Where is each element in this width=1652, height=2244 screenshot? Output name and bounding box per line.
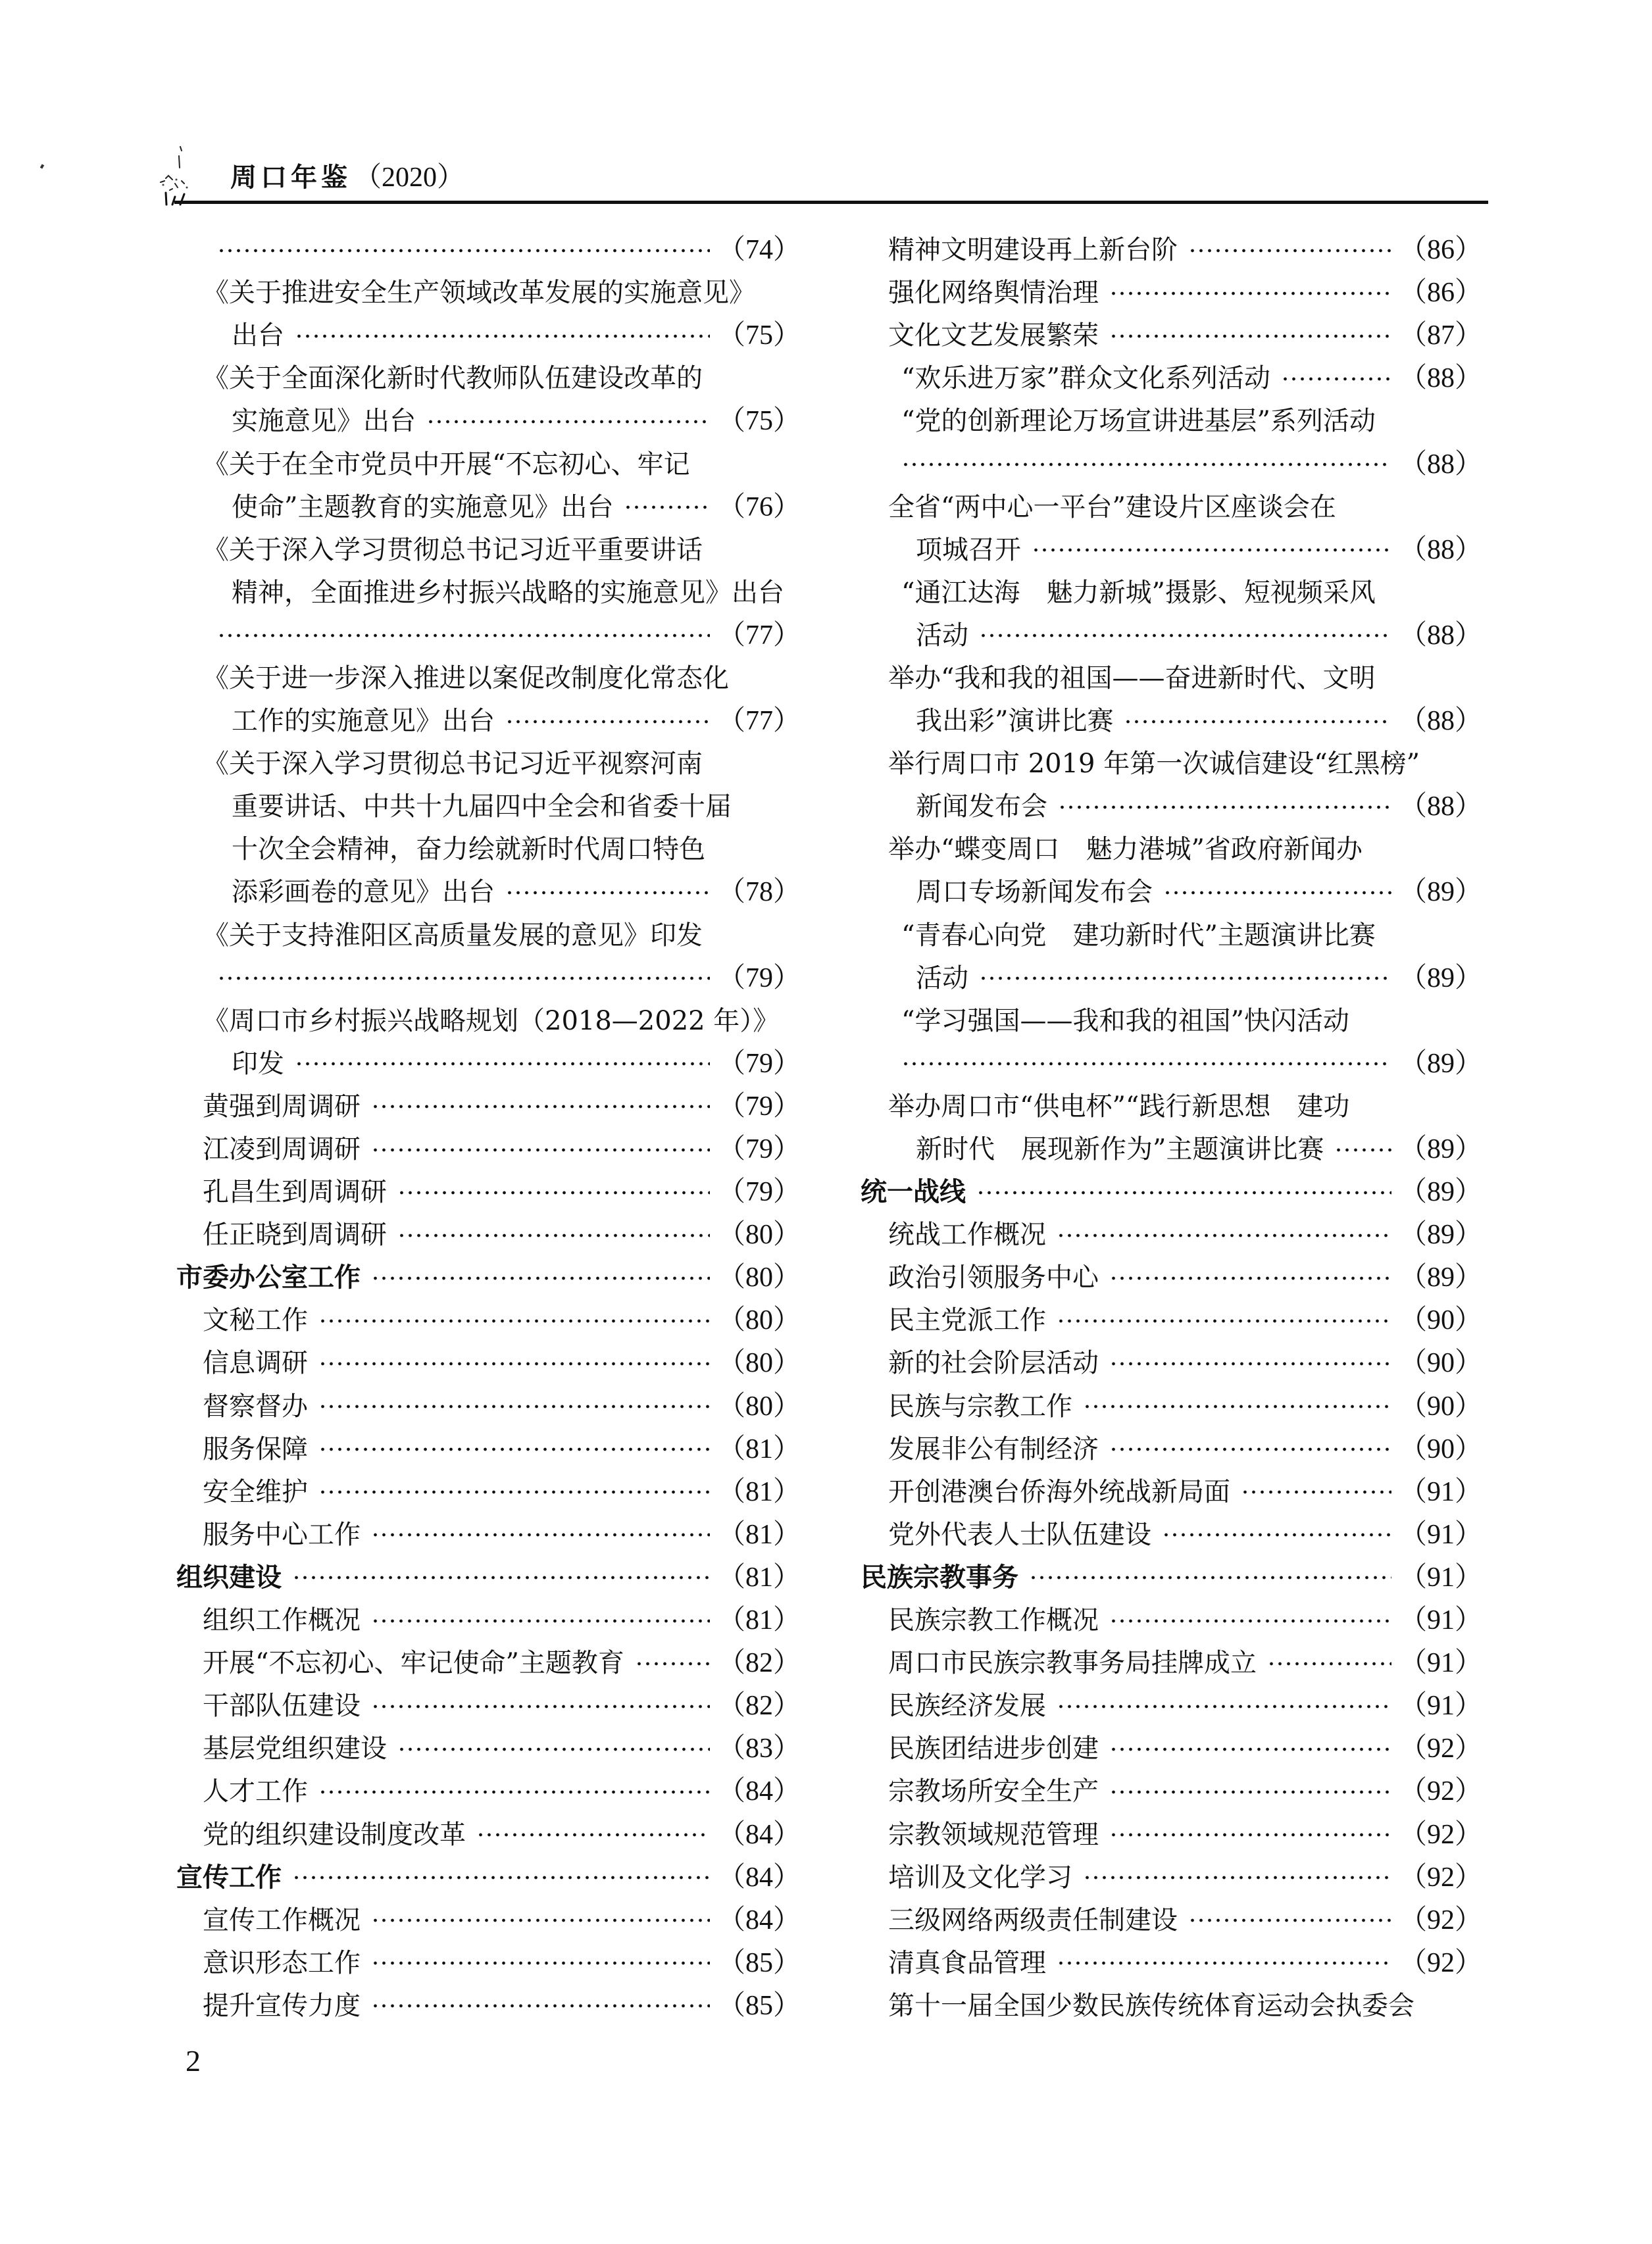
toc-page-ref: （88） [1399,791,1482,822]
toc-entry-title: 十次全会精神，奋力绘就新时代周口特色 [232,834,705,865]
dot-leader [318,1360,710,1367]
toc-entry-title: 干部队伍建设 [203,1691,361,1722]
toc-entry-title: 组织建设 [176,1562,282,1593]
dot-leader [1109,1789,1391,1795]
dot-leader [1058,804,1391,810]
toc-page-ref: （91） [1399,1605,1482,1636]
toc-entry-title: 活动 [916,962,968,993]
toc-entry-title: 印发 [232,1048,284,1079]
toc-page-ref: （83） [717,1733,801,1764]
dot-leader [1334,1147,1391,1153]
toc-entry-title: 活动 [916,620,968,651]
toc-entry [176,443,801,486]
toc-entry [176,1642,801,1685]
dot-leader [1109,1446,1391,1453]
toc-entry-title: 新的社会阶层活动 [888,1348,1099,1379]
toc-page-ref: （81） [717,1605,801,1636]
toc-entry-title: 实施意见》出台 [232,406,416,437]
toc-entry [861,614,1482,657]
toc-entry [861,914,1482,957]
toc-entry-title: 服务中心工作 [203,1519,361,1550]
toc-page-ref: （86） [1399,235,1482,266]
toc-page-ref: （89） [1399,1177,1482,1208]
dot-leader [1124,718,1391,725]
toc-page-ref: （81） [717,1434,801,1464]
running-header [230,158,464,197]
dot-leader [1032,547,1391,553]
dot-leader [371,1917,710,1924]
toc-entry [176,1299,801,1342]
toc-page-ref: （89） [1399,1220,1482,1251]
toc-entry-title: “学习强国——我和我的祖国”快闪活动 [901,1005,1349,1036]
toc-entry [176,1770,801,1813]
toc-page-ref: （85） [717,1990,801,2021]
toc-page-ref: （88） [1399,363,1482,394]
toc-entry [861,1043,1482,1085]
toc-entry-title: 黄强到周调研 [203,1091,361,1122]
toc-section-heading [861,1557,1482,1599]
toc-entry [176,1685,801,1728]
toc-page-ref: （81） [717,1562,801,1593]
dot-leader [1109,1618,1391,1624]
dot-leader [1109,1832,1391,1838]
dot-leader [1057,1318,1391,1324]
toc-entry-title: 出台 [232,320,284,351]
dot-leader [217,247,710,254]
toc-entry-title: 文化文艺发展繁荣 [888,320,1099,351]
toc-entry [176,314,801,357]
toc-entry-title: 孔昌生到周调研 [203,1177,387,1208]
toc-entry-title: 举办“我和我的祖国——奋进新时代、文明 [888,662,1376,693]
toc-page-ref: （78） [717,877,801,908]
toc-entry-title: 意识形态工作 [203,1947,361,1978]
toc-entry [861,871,1482,914]
toc-entry-title: 组织工作概况 [203,1605,361,1636]
dot-leader [397,1746,710,1753]
dot-leader [1109,1275,1391,1282]
toc-entry [176,1899,801,1942]
toc-entry-title: 《周口市乡村振兴战略规划（2018—2022 年）》 [203,1005,780,1036]
toc-entry [861,1942,1482,1985]
toc-entry [861,1000,1482,1043]
toc-entry [176,871,801,914]
toc-entry-title: 新闻发布会 [916,791,1047,822]
toc-entry [861,1471,1482,1514]
toc-page-ref: （88） [1399,620,1482,651]
toc-page-ref: （82） [717,1691,801,1722]
toc-page-ref: （91） [1399,1562,1482,1593]
toc-entry [861,1428,1482,1471]
toc-page-ref: （91） [1399,1648,1482,1679]
dot-leader [476,1832,710,1838]
dot-leader [397,1232,710,1239]
toc-page-ref: （90） [1399,1348,1482,1379]
toc-entry [176,486,801,529]
toc-entry [861,400,1482,443]
toc-entry-title: 强化网络舆情治理 [888,278,1099,309]
toc-entry-title: 提升宣传力度 [203,1990,361,2021]
toc-entry-title: 使命”主题教育的实施意见》出台 [232,491,614,522]
toc-entry [861,1599,1482,1642]
dot-leader [318,1489,710,1495]
toc-entry [861,1257,1482,1299]
dot-leader [901,1060,1391,1067]
toc-entry [176,1128,801,1171]
scan-speck [40,164,44,168]
toc-entry [861,1128,1482,1171]
toc-entry [861,1813,1482,1856]
toc-entry-title: 《关于全面深化新时代教师队伍建设改革的 [203,363,703,394]
toc-entry [861,272,1482,314]
toc-entry-title: 人才工作 [203,1776,308,1807]
toc-entry [176,1385,801,1428]
toc-entry [176,1942,801,1985]
toc-entry [176,1428,801,1471]
toc-entry [861,1899,1482,1942]
dot-leader [292,1574,710,1581]
toc-entry-title: 民族宗教工作概况 [888,1605,1099,1636]
dot-leader [635,1660,710,1667]
dot-leader [1109,1746,1391,1753]
dot-leader [371,1147,710,1153]
toc-page-ref: （79） [717,1091,801,1122]
dot-leader [1267,1660,1391,1667]
toc-entry-title: 民族宗教事务 [861,1562,1018,1593]
toc-entry-title: “党的创新理论万场宣讲进基层”系列活动 [901,406,1376,437]
toc-entry [176,1000,801,1043]
toc-column-left [176,229,801,2028]
toc-entry-title: 市委办公室工作 [176,1262,361,1293]
dot-leader [1162,1532,1391,1538]
toc-page-ref: （74） [717,235,801,266]
dot-leader [1241,1489,1391,1495]
toc-entry [861,1728,1482,1770]
toc-entry [861,1514,1482,1557]
toc-entry-title: 新时代 展现新作为”主题演讲比赛 [916,1134,1324,1165]
toc-entry-title: 统一战线 [861,1177,966,1208]
toc-page-ref: （92） [1399,1819,1482,1850]
toc-entry [176,1813,801,1856]
toc-entry [861,828,1482,871]
toc-page-ref: （90） [1399,1305,1482,1336]
toc-page-ref: （84） [717,1905,801,1935]
dot-leader [217,975,710,982]
dot-leader [505,889,710,896]
toc-section-heading [176,1257,801,1299]
toc-entry [176,614,801,657]
toc-entry-title: 工作的实施意见》出台 [232,706,495,737]
toc-entry [861,1385,1482,1428]
toc-entry [176,229,801,272]
dot-leader [624,504,710,511]
dot-leader [318,1789,710,1795]
toc-entry [861,1685,1482,1728]
toc-entry [861,1342,1482,1385]
toc-entry-title: 民族经济发展 [888,1691,1046,1722]
dot-leader [1109,333,1391,339]
dot-leader [979,975,1391,982]
toc-section-heading [176,1557,801,1599]
dot-leader [295,333,710,339]
toc-page-ref: （89） [1399,1134,1482,1165]
dot-leader [217,632,710,639]
toc-page-ref: （80） [717,1220,801,1251]
toc-entry-title: 全省“两中心一平台”建设片区座谈会在 [888,491,1336,522]
dot-leader [426,418,710,425]
toc-entry-title: 信息调研 [203,1348,308,1379]
toc-page-ref: （88） [1399,449,1482,480]
header-rule [174,201,1488,204]
toc-page-ref: （84） [717,1862,801,1893]
toc-entry [861,957,1482,1000]
dot-leader [371,1960,710,1966]
dot-leader [1281,376,1391,382]
toc-entry-title: 文秘工作 [203,1305,308,1336]
toc-page-ref: （92） [1399,1947,1482,1978]
toc-entry [176,1728,801,1770]
toc-page-ref: （79） [717,1134,801,1165]
toc-entry-title: 周口专场新闻发布会 [916,877,1153,908]
dot-leader [318,1446,710,1453]
toc-entry [176,1985,801,2028]
toc-entry [176,657,801,700]
header-logo-icon [146,141,225,207]
toc-entry-title: 宣传工作概况 [203,1905,361,1935]
toc-entry [176,1342,801,1385]
toc-entry [176,1214,801,1257]
toc-page-ref: （79） [717,962,801,993]
toc-page-ref: （88） [1399,534,1482,565]
toc-entry [861,1770,1482,1813]
dot-leader [505,718,710,725]
toc-entry [176,1043,801,1085]
toc-entry-title: 我出彩”演讲比赛 [916,706,1114,737]
toc-entry-title: 举行周口市 2019 年第一次诚信建设“红黑榜” [888,749,1420,780]
toc-entry-title: 举办“蝶变周口 魅力港城”省政府新闻办 [888,834,1363,865]
toc-entry-title: 党的组织建设制度改革 [203,1819,466,1850]
toc-entry [176,914,801,957]
toc-page-ref: （84） [717,1819,801,1850]
toc-entry [176,785,801,828]
toc-entry-title: 《关于支持淮阳区高质量发展的意见》印发 [203,920,703,951]
dot-leader [1057,1703,1391,1710]
toc-page-ref: （91） [1399,1691,1482,1722]
toc-page-ref: （89） [1399,962,1482,993]
toc-entry-title: 举办周口市“供电杯”“践行新思想 建功 [888,1091,1350,1122]
toc-entry [861,229,1482,272]
toc-page-ref: （90） [1399,1391,1482,1422]
dot-leader [1029,1574,1391,1581]
toc-entry-title: 培训及文化学习 [888,1862,1072,1893]
toc-entry-title: 项城召开 [916,534,1021,565]
toc-entry-title: 开展“不忘初心、牢记使命”主题教育 [203,1648,624,1679]
dot-leader [1163,889,1391,896]
toc-page-ref: （91） [1399,1519,1482,1550]
yearbook-year: （2020） [354,162,465,193]
dot-leader [292,1874,710,1881]
toc-entry [176,529,801,572]
toc-entry-title: 安全维护 [203,1476,308,1507]
toc-entry-title: 发展非公有制经济 [888,1434,1099,1464]
toc-entry-title: 服务保障 [203,1434,308,1464]
toc-entry-title: 江凌到周调研 [203,1134,361,1165]
toc-entry-title: 精神文明建设再上新台阶 [888,235,1178,266]
toc-entry-title: 精神，全面推进乡村振兴战略的实施意见》出台 [232,577,784,608]
toc-entry [176,272,801,314]
toc-entry [861,529,1482,572]
toc-page-ref: （89） [1399,1048,1482,1079]
toc-entry-title: 《关于深入学习贯彻总书记习近平重要讲话 [203,534,703,565]
toc-entry-title: 《关于深入学习贯彻总书记习近平视察河南 [203,749,703,780]
toc-entry-title: 《关于进一步深入推进以案促改制度化常态化 [203,662,729,693]
toc-entry [176,743,801,785]
toc-page-ref: （92） [1399,1776,1482,1807]
toc-page-ref: （92） [1399,1862,1482,1893]
dot-leader [371,1703,710,1710]
toc-page-ref: （77） [717,706,801,737]
toc-entry-title: 《关于推进安全生产领域改革发展的实施意见》 [203,278,755,309]
toc-page-ref: （81） [717,1519,801,1550]
dot-leader [371,1532,710,1538]
toc-entry [861,443,1482,486]
toc-entry [861,1642,1482,1685]
toc-page-ref: （92） [1399,1905,1482,1935]
toc-entry-title: 民主党派工作 [888,1305,1046,1336]
dot-leader [371,1275,710,1282]
toc-entry [861,1985,1482,2028]
toc-entry-title: 党外代表人士队伍建设 [888,1519,1151,1550]
toc-page-ref: （80） [717,1305,801,1336]
toc-entry-title: 统战工作概况 [888,1220,1046,1251]
toc-entry-title: 督察督办 [203,1391,308,1422]
dot-leader [1057,1960,1391,1966]
toc-entry [176,1599,801,1642]
dot-leader [371,1103,710,1110]
toc-entry [861,1857,1482,1899]
toc-entry-title: 民族团结进步创建 [888,1733,1099,1764]
toc-entry [176,572,801,614]
toc-entry-title: “青春心向党 建功新时代”主题演讲比赛 [901,920,1376,951]
toc-page-ref: （82） [717,1648,801,1679]
toc-entry [861,1299,1482,1342]
toc-page-ref: （80） [717,1348,801,1379]
toc-section-heading [176,1857,801,1899]
toc-entry [176,957,801,1000]
toc-page-ref: （77） [717,620,801,651]
toc-page-ref: （81） [717,1476,801,1507]
toc-page-ref: （87） [1399,320,1482,351]
toc-entry [861,657,1482,700]
dot-leader [1109,1360,1391,1367]
yearbook-title: 周口年鉴 [230,162,351,193]
toc-entry-title: 添彩画卷的意见》出台 [232,877,495,908]
dot-leader [371,2003,710,2009]
dot-leader [1083,1403,1391,1410]
dot-leader [318,1403,710,1410]
toc-column-right [861,229,1482,2028]
toc-page-ref: （84） [717,1776,801,1807]
toc-entry-title: 宗教领域规范管理 [888,1819,1099,1850]
toc-page-ref: （88） [1399,706,1482,737]
toc-page-ref: （75） [717,320,801,351]
toc-entry-title: 清真食品管理 [888,1947,1046,1978]
toc-page-ref: （80） [717,1391,801,1422]
toc-entry-title: “欢乐进万家”群众文化系列活动 [901,363,1270,394]
toc-entry [861,1214,1482,1257]
toc-entry [176,1514,801,1557]
toc-entry [176,357,801,400]
dot-leader [1188,1917,1391,1924]
dot-leader [295,1060,710,1067]
toc-entry [176,1171,801,1214]
toc-page-ref: （75） [717,406,801,437]
dot-leader [1109,290,1391,297]
toc-entry-title: 重要讲话、中共十九届四中全会和省委十届 [232,791,732,822]
toc-entry [861,314,1482,357]
toc-entry [861,357,1482,400]
toc-page-ref: （76） [717,491,801,522]
dot-leader [1083,1874,1391,1881]
toc-page-ref: （91） [1399,1476,1482,1507]
toc-entry-title: 政治引领服务中心 [888,1262,1099,1293]
toc-entry-title: 任正晓到周调研 [203,1220,387,1251]
toc-entry-title: 开创港澳台侨海外统战新局面 [888,1476,1230,1507]
toc-page-ref: （79） [717,1048,801,1079]
toc-entry-title: “通江达海 魅力新城”摄影、短视频采风 [901,577,1376,608]
toc-entry-title: 民族与宗教工作 [888,1391,1072,1422]
toc-entry-title: 宣传工作 [176,1862,282,1893]
toc-entry-title: 周口市民族宗教事务局挂牌成立 [888,1648,1257,1679]
toc-entry [861,743,1482,785]
dot-leader [901,461,1391,468]
toc-page-ref: （90） [1399,1434,1482,1464]
toc-entry [176,828,801,871]
toc-entry [861,1085,1482,1128]
toc-page-ref: （89） [1399,1262,1482,1293]
dot-leader [1057,1232,1391,1239]
toc-page-ref: （86） [1399,278,1482,309]
toc-entry-title: 基层党组织建设 [203,1733,387,1764]
toc-entry [176,1085,801,1128]
toc-entry-title: 三级网络两级责任制建设 [888,1905,1178,1935]
toc-entry [176,700,801,743]
toc-entry [861,785,1482,828]
dot-leader [979,632,1391,639]
dot-leader [318,1318,710,1324]
toc-page-ref: （85） [717,1947,801,1978]
toc-section-heading [861,1171,1482,1214]
toc-page-ref: （89） [1399,877,1482,908]
toc-entry-title: 宗教场所安全生产 [888,1776,1099,1807]
dot-leader [976,1189,1391,1196]
toc-page-ref: （79） [717,1177,801,1208]
page-number: 2 [186,2044,201,2078]
toc-entry [861,700,1482,743]
toc-entry-title: 《关于在全市党员中开展“不忘初心、牢记 [203,449,690,480]
toc-entry [176,400,801,443]
toc-page-ref: （80） [717,1262,801,1293]
toc-entry [861,572,1482,614]
dot-leader [1188,247,1391,254]
toc-entry [176,1471,801,1514]
dot-leader [371,1618,710,1624]
toc-entry [861,486,1482,529]
toc-page-ref: （92） [1399,1733,1482,1764]
dot-leader [397,1189,710,1196]
toc-entry-title: 第十一届全国少数民族传统体育运动会执委会 [888,1990,1414,2021]
